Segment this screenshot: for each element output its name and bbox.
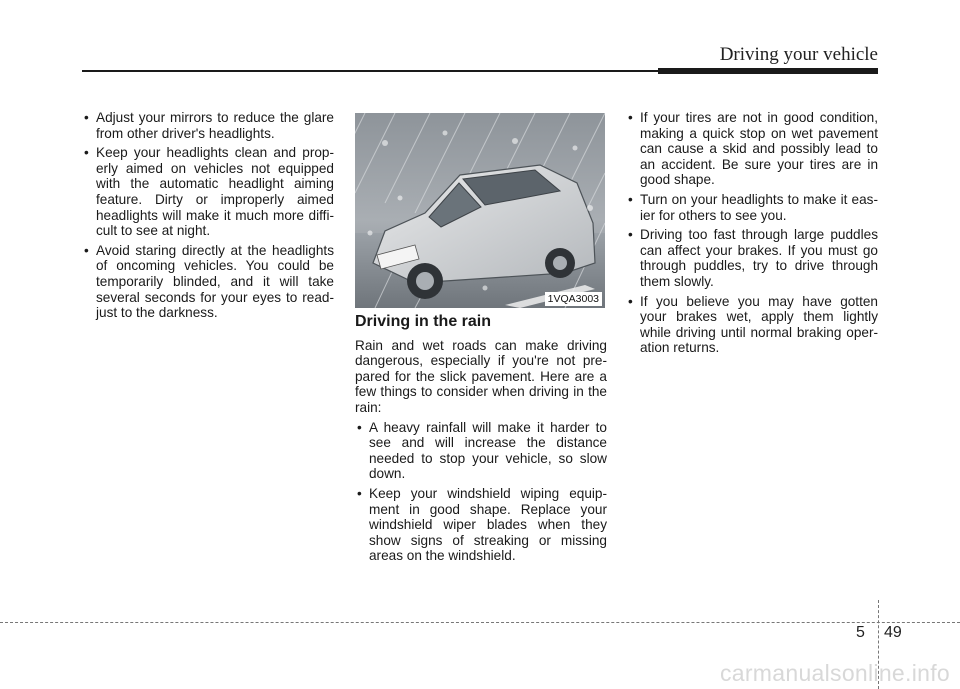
right-bullet-list	[626, 110, 878, 356]
left-column	[82, 110, 334, 325]
rain-car-illustration	[355, 113, 605, 308]
list-item: • A heavy rainfall will make it harder to see and will increase the distance needed to stop your vehicle, so slow down.	[355, 420, 607, 482]
page-number: 49	[884, 624, 902, 641]
list-item: • Turn on your headlights to make it eas-ier for others to see you.	[626, 192, 878, 223]
list-item: • If your tires are not in good condition, making a quick stop on wet pavement can cause a skid and possibly lead to an accident. Be sure your tires are in good shape.	[626, 110, 878, 188]
list-item: • Adjust your mirrors to reduce the glare from other driver's headlights.	[82, 110, 334, 141]
section-title: Driving in the rain	[355, 313, 492, 330]
list-item: • If you believe you may have gotten your brakes wet, apply them lightly while driving until normal braking oper-ation returns.	[626, 294, 878, 356]
rain-car-image	[355, 113, 605, 308]
list-item: • Driving too fast through large puddles can affect your brakes. If you must go through puddles, try to drive through them slowly.	[626, 227, 878, 289]
list-item: • Keep your windshield wiping equip-ment in good shape. Replace your windshield wiper blades when they show signs of streaking or missing areas on the windshield.	[355, 486, 607, 564]
intro-paragraph: Rain and wet roads can make driving dangerous, especially if you're not pre-pared for the slick pavement. Here are a few things to consider when driving in the rain:	[355, 337, 607, 415]
chapter-number: 5	[856, 624, 865, 641]
watermark-text: carmanualsonline.info	[719, 660, 950, 686]
left-bullet-list	[82, 110, 334, 321]
middle-column	[355, 314, 607, 568]
list-item: • Keep your headlights clean and prop-erly aimed on vehicles not equipped with the automatic headlight aiming feature. Dirty or improperly aimed headlights will make it much more diffi-cult to see at night.	[82, 145, 334, 239]
right-column	[626, 110, 878, 360]
middle-bullet-list	[355, 420, 607, 564]
list-item: • Avoid staring directly at the headlights of oncoming vehicles. You could be temporarily blinded, and it will take several seconds for your eyes to read-just to the darkness.	[82, 243, 334, 321]
section-header-title: Driving your vehicle	[719, 44, 878, 65]
footer-rule	[0, 622, 960, 623]
figure-code-label: 1VQA3003	[545, 292, 602, 306]
header-rule-accent	[658, 68, 878, 74]
